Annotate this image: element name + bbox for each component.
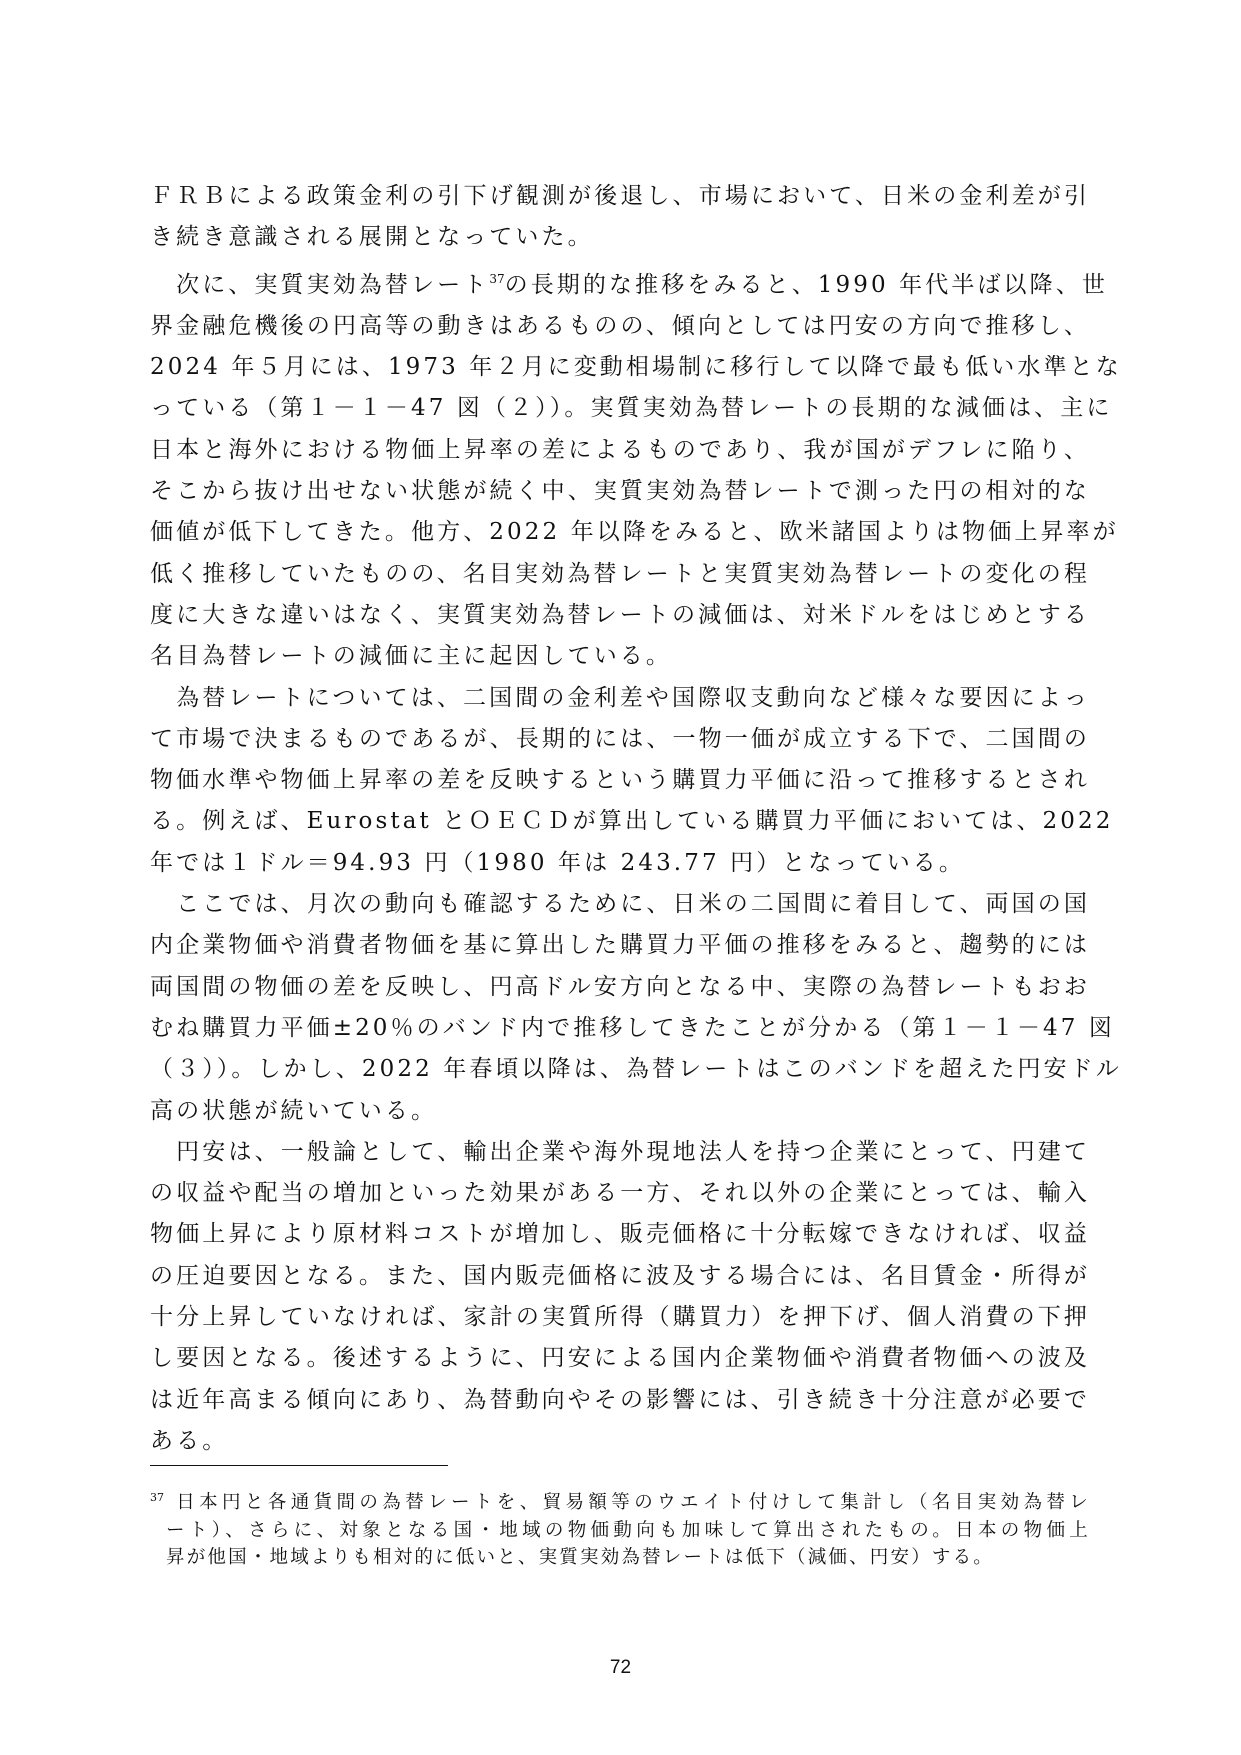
body-line: 2024 年５月には、1973 年２月に変動相場制に移行して以降で最も低い水準とな (150, 354, 1122, 381)
body-line: （３））。しかし、2022 年春頃以降は、為替レートはこのバンドを超えた円安ドル (150, 1056, 1122, 1083)
body-line: っている（第１－１－47 図（２））。実質実効為替レートの長期的な減価は、主に (150, 395, 1113, 422)
body-line: 度に大きな違いはなく、実質実効為替レートの減価は、対米ドルをはじめとする (150, 601, 1090, 628)
body-line: て市場で決まるものであるが、長期的には、一物一価が成立する下で、二国間の (150, 725, 1090, 752)
page-number: 72 (609, 1657, 632, 1678)
body-line: 物価水準や物価上昇率の差を反映するという購買力平価に沿って推移するとされ (150, 767, 1090, 794)
body-line: る。例えば、Eurostat とＯＥＣＤが算出している購買力平価においては、2022 (150, 808, 1114, 835)
body-line: は近年高まる傾向にあり、為替動向やその影響には、引き続き十分注意が必要で (150, 1386, 1090, 1413)
body-line: の圧迫要因となる。また、国内販売価格に波及する場合には、名目賃金・所得が (150, 1262, 1090, 1289)
body-line: ある。 (150, 1427, 229, 1454)
body-line: 円安は、一般論として、輸出企業や海外現地法人を持つ企業にとって、円建て (150, 1138, 1090, 1165)
body-text (150, 176, 1122, 1462)
body-line: 十分上昇していなければ、家計の実質所得（購買力）を押下げ、個人消費の下押 (150, 1304, 1090, 1331)
body-line: 低く推移していたものの、名目実効為替レートと実質実効為替レートの変化の程 (150, 560, 1090, 587)
body-line: そこから抜け出せない状態が続く中、実質実効為替レートで測った円の相対的な (150, 478, 1090, 505)
body-line: むね購買力平価±20％のバンド内で推移してきたことが分かる（第１－１－47 図 (150, 1014, 1116, 1041)
body-line: 両国間の物価の差を反映し、円高ドル安方向となる中、実際の為替レートもおお (150, 973, 1090, 1000)
body-line: 日本と海外における物価上昇率の差によるものであり、我が国がデフレに陥り、 (150, 436, 1090, 463)
body-line: 次に、実質実効為替レート$^{37}$の長期的な推移をみると、1990 年代半ば以降、世 (150, 271, 1108, 298)
body-line: 高の状態が続いている。 (150, 1097, 438, 1124)
footnote-line: ート）、さらに、対象となる国・地域の物価動向も加味して算出されたもの。日本の物価上 (166, 1519, 1090, 1541)
body-line: 物価上昇により原材料コストが増加し、販売価格に十分転嫁できなければ、収益 (150, 1221, 1090, 1248)
body-line: 価値が低下してきた。他方、2022 年以降をみると、欧米諸国よりは物価上昇率が (150, 519, 1119, 546)
body-line: 年では１ドル＝94.93 円（1980 年は 243.77 円）となっている。 (150, 849, 965, 876)
body-line: 界金融危機後の円高等の動きはあるものの、傾向としては円安の方向で推移し、 (150, 312, 1090, 339)
footnote-reference[interactable]: 37 (489, 271, 505, 286)
body-line: ＦＲＢによる政策金利の引下げ観測が後退し、市場において、日米の金利差が引 (150, 183, 1090, 209)
body-line: の収益や配当の増加といった効果がある一方、それ以外の企業にとっては、輸入 (150, 1180, 1090, 1207)
footnote-divider (150, 1465, 448, 1466)
body-line: 為替レートについては、二国間の金利差や国際収支動向など様々な要因によっ (150, 684, 1090, 711)
body-line: き続き意識される展開となっていた。 (150, 224, 594, 251)
footnote-line: 昇が他国・地域よりも相対的に低いと、実質実効為替レートは低下（減価、円安）する。 (166, 1547, 995, 1568)
body-line: 内企業物価や消費者物価を基に算出した購買力平価の推移をみると、趨勢的には (150, 932, 1090, 959)
footnote-line: $^{37}$ 日本円と各通貨間の為替レートを、貿易額等のウエイト付けして集計し（名目実効為替レ (150, 1491, 1090, 1513)
body-line: 名目為替レートの減価に主に起因している。 (150, 643, 672, 670)
footnote-number: 37 (150, 1491, 164, 1504)
body-line: ここでは、月次の動向も確認するために、日米の二国間に着目して、両国の国 (150, 891, 1090, 918)
footnote (150, 1484, 1090, 1572)
body-line: し要因となる。後述するように、円安による国内企業物価や消費者物価への波及 (150, 1345, 1090, 1372)
